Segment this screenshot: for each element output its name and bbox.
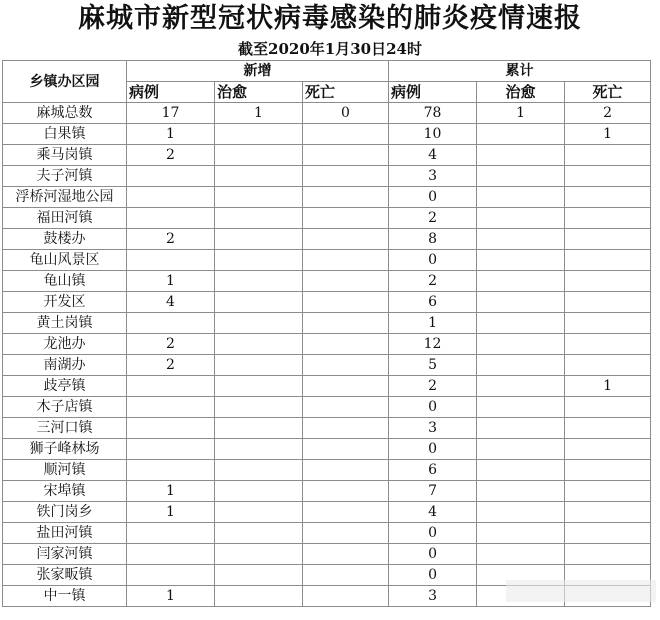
new-cured-cell <box>215 481 303 502</box>
new-cases-cell <box>127 439 215 460</box>
table-row <box>3 502 651 523</box>
new-deaths-cell <box>303 124 389 145</box>
new-cases-cell <box>127 313 215 334</box>
district-name: 龙池办 <box>3 334 127 355</box>
cum-cases-cell: 78 <box>389 103 477 124</box>
cum-cases-cell: 0 <box>389 523 477 544</box>
cum-deaths-cell <box>565 229 651 250</box>
district-name: 白果镇 <box>3 124 127 145</box>
new-cases-cell: 1 <box>127 586 215 607</box>
new-cured-cell <box>215 145 303 166</box>
table-row <box>3 460 651 481</box>
new-cured-cell <box>215 565 303 586</box>
new-cured-cell <box>215 544 303 565</box>
new-cases-header: 病例 <box>127 82 215 103</box>
new-deaths-cell <box>303 187 389 208</box>
new-cases-cell <box>127 166 215 187</box>
district-name: 顺河镇 <box>3 460 127 481</box>
district-name: 铁门岗乡 <box>3 502 127 523</box>
new-deaths-cell <box>303 313 389 334</box>
cum-deaths-cell <box>565 439 651 460</box>
district-name: 龟山风景区 <box>3 250 127 271</box>
new-deaths-header: 死亡 <box>303 82 389 103</box>
new-cases-cell: 17 <box>127 103 215 124</box>
district-name: 开发区 <box>3 292 127 313</box>
cum-cured-cell <box>477 208 565 229</box>
cum-deaths-cell <box>565 271 651 292</box>
table-row <box>3 124 651 145</box>
header-row-main <box>3 61 651 82</box>
cum-cured-cell <box>477 271 565 292</box>
cum-cured-cell <box>477 313 565 334</box>
new-cases-cell <box>127 208 215 229</box>
cum-deaths-cell <box>565 397 651 418</box>
new-cured-cell <box>215 250 303 271</box>
cum-deaths-cell <box>565 460 651 481</box>
cum-cured-cell <box>477 166 565 187</box>
table-row <box>3 313 651 334</box>
cum-cases-cell: 0 <box>389 544 477 565</box>
cum-cases-cell: 2 <box>389 376 477 397</box>
new-cases-cell: 1 <box>127 124 215 145</box>
report-subtitle: 截至2020年1月30日24时 <box>238 40 422 58</box>
district-name: 南湖办 <box>3 355 127 376</box>
table-row <box>3 103 651 124</box>
district-name: 龟山镇 <box>3 271 127 292</box>
new-cured-cell: 1 <box>215 103 303 124</box>
cum-cases-cell: 1 <box>389 313 477 334</box>
cum-deaths-cell: 2 <box>565 103 651 124</box>
new-cured-cell <box>215 502 303 523</box>
cum-deaths-cell <box>565 208 651 229</box>
table-row <box>3 376 651 397</box>
cum-cured-cell <box>477 334 565 355</box>
district-name: 闫家河镇 <box>3 544 127 565</box>
new-deaths-cell <box>303 334 389 355</box>
cum-deaths-cell <box>565 334 651 355</box>
new-cured-cell <box>215 334 303 355</box>
new-cases-cell <box>127 565 215 586</box>
new-deaths-cell <box>303 250 389 271</box>
cum-deaths-cell <box>565 250 651 271</box>
new-cured-cell <box>215 439 303 460</box>
new-deaths-cell <box>303 208 389 229</box>
cum-deaths-cell <box>565 187 651 208</box>
cum-cases-cell: 0 <box>389 439 477 460</box>
new-deaths-cell <box>303 145 389 166</box>
new-cases-cell: 2 <box>127 145 215 166</box>
district-name: 木子店镇 <box>3 397 127 418</box>
new-cases-cell: 1 <box>127 271 215 292</box>
district-name: 夫子河镇 <box>3 166 127 187</box>
table-row <box>3 145 651 166</box>
new-cases-cell: 2 <box>127 229 215 250</box>
new-deaths-cell <box>303 229 389 250</box>
new-cases-cell: 4 <box>127 292 215 313</box>
new-deaths-cell <box>303 355 389 376</box>
cum-cases-cell: 6 <box>389 292 477 313</box>
new-cases-cell <box>127 397 215 418</box>
watermark-overlay <box>506 580 656 602</box>
cum-cases-cell: 6 <box>389 460 477 481</box>
table-row <box>3 544 651 565</box>
cum-cured-cell <box>477 145 565 166</box>
new-header: 新增 <box>127 61 389 82</box>
district-name: 张家畈镇 <box>3 565 127 586</box>
table-row <box>3 292 651 313</box>
cum-cured-cell <box>477 124 565 145</box>
table-row <box>3 523 651 544</box>
district-name: 乘马岗镇 <box>3 145 127 166</box>
cum-cases-cell: 3 <box>389 166 477 187</box>
cum-cured-cell: 1 <box>477 103 565 124</box>
district-name: 盐田河镇 <box>3 523 127 544</box>
new-deaths-cell <box>303 166 389 187</box>
table-body <box>3 103 651 607</box>
cum-deaths-header: 死亡 <box>565 82 651 103</box>
cum-cases-cell: 5 <box>389 355 477 376</box>
cum-cured-cell <box>477 481 565 502</box>
new-deaths-cell <box>303 439 389 460</box>
new-cases-cell: 2 <box>127 334 215 355</box>
new-cured-cell <box>215 376 303 397</box>
cum-cases-header: 病例 <box>389 82 477 103</box>
new-cases-cell <box>127 418 215 439</box>
cum-cases-cell: 2 <box>389 208 477 229</box>
cum-cured-header: 治愈 <box>477 82 565 103</box>
table-row <box>3 208 651 229</box>
cum-cases-cell: 0 <box>389 565 477 586</box>
new-cases-cell <box>127 376 215 397</box>
cum-cases-cell: 3 <box>389 586 477 607</box>
new-cured-cell <box>215 124 303 145</box>
new-cured-cell <box>215 187 303 208</box>
district-name: 福田河镇 <box>3 208 127 229</box>
new-cases-cell <box>127 250 215 271</box>
district-name: 黄土岗镇 <box>3 313 127 334</box>
cum-deaths-cell <box>565 166 651 187</box>
cum-cured-cell <box>477 355 565 376</box>
table-row <box>3 250 651 271</box>
cum-cured-cell <box>477 523 565 544</box>
new-deaths-cell <box>303 565 389 586</box>
cum-deaths-cell <box>565 544 651 565</box>
new-cases-cell: 1 <box>127 481 215 502</box>
cum-cases-cell: 10 <box>389 124 477 145</box>
cum-deaths-cell <box>565 145 651 166</box>
cum-cured-cell <box>477 418 565 439</box>
cum-cases-cell: 12 <box>389 334 477 355</box>
cum-cases-cell: 4 <box>389 145 477 166</box>
new-deaths-cell <box>303 523 389 544</box>
new-deaths-cell <box>303 460 389 481</box>
cum-cases-cell: 0 <box>389 250 477 271</box>
cum-cured-cell <box>477 502 565 523</box>
new-cured-cell <box>215 229 303 250</box>
table-row <box>3 271 651 292</box>
district-name: 中一镇 <box>3 586 127 607</box>
district-name: 狮子峰林场 <box>3 439 127 460</box>
district-header: 乡镇办区园 <box>3 61 127 103</box>
district-name: 宋埠镇 <box>3 481 127 502</box>
new-deaths-cell <box>303 418 389 439</box>
new-cases-cell: 2 <box>127 355 215 376</box>
cum-deaths-cell <box>565 418 651 439</box>
cum-cases-cell: 0 <box>389 397 477 418</box>
new-cured-cell <box>215 208 303 229</box>
cum-deaths-cell: 1 <box>565 376 651 397</box>
new-cured-cell <box>215 586 303 607</box>
cum-deaths-cell <box>565 292 651 313</box>
new-deaths-cell <box>303 502 389 523</box>
cum-cases-cell: 8 <box>389 229 477 250</box>
table-row <box>3 481 651 502</box>
new-deaths-cell <box>303 544 389 565</box>
new-deaths-cell <box>303 586 389 607</box>
cum-cured-cell <box>477 376 565 397</box>
cum-cured-cell <box>477 292 565 313</box>
cum-cases-cell: 0 <box>389 187 477 208</box>
district-name: 歧亭镇 <box>3 376 127 397</box>
district-name: 三河口镇 <box>3 418 127 439</box>
new-cases-cell <box>127 544 215 565</box>
new-cured-cell <box>215 523 303 544</box>
cum-cases-cell: 2 <box>389 271 477 292</box>
report-title: 麻城市新型冠状病毒感染的肺炎疫情速报 <box>78 3 582 34</box>
cum-deaths-cell <box>565 313 651 334</box>
new-cured-cell <box>215 271 303 292</box>
new-cases-cell: 1 <box>127 502 215 523</box>
new-deaths-cell <box>303 397 389 418</box>
table-row <box>3 166 651 187</box>
cum-cured-cell <box>477 229 565 250</box>
cumulative-header: 累计 <box>389 61 651 82</box>
new-cured-cell <box>215 418 303 439</box>
district-name: 麻城总数 <box>3 103 127 124</box>
cum-deaths-cell <box>565 355 651 376</box>
cum-cured-cell <box>477 187 565 208</box>
new-cured-cell <box>215 397 303 418</box>
cum-cured-cell <box>477 397 565 418</box>
cum-cases-cell: 3 <box>389 418 477 439</box>
table-row <box>3 397 651 418</box>
cum-deaths-cell <box>565 481 651 502</box>
cum-deaths-cell <box>565 523 651 544</box>
new-deaths-cell: 0 <box>303 103 389 124</box>
new-cured-header: 治愈 <box>215 82 303 103</box>
cum-deaths-cell: 1 <box>565 124 651 145</box>
cum-cured-cell <box>477 250 565 271</box>
district-name: 鼓楼办 <box>3 229 127 250</box>
new-cured-cell <box>215 292 303 313</box>
new-cases-cell <box>127 460 215 481</box>
district-name: 浮桥河湿地公园 <box>3 187 127 208</box>
epidemic-table <box>2 60 651 607</box>
new-cured-cell <box>215 460 303 481</box>
table-row <box>3 439 651 460</box>
new-cured-cell <box>215 355 303 376</box>
table-row <box>3 355 651 376</box>
table-row <box>3 418 651 439</box>
table-row <box>3 334 651 355</box>
cum-cured-cell <box>477 460 565 481</box>
cum-deaths-cell <box>565 502 651 523</box>
table-row <box>3 187 651 208</box>
cum-cured-cell <box>477 544 565 565</box>
new-cases-cell <box>127 187 215 208</box>
new-deaths-cell <box>303 292 389 313</box>
new-cured-cell <box>215 313 303 334</box>
new-cured-cell <box>215 166 303 187</box>
new-deaths-cell <box>303 376 389 397</box>
cum-cases-cell: 4 <box>389 502 477 523</box>
cum-cases-cell: 7 <box>389 481 477 502</box>
cum-cured-cell <box>477 439 565 460</box>
new-cases-cell <box>127 523 215 544</box>
new-deaths-cell <box>303 271 389 292</box>
new-deaths-cell <box>303 481 389 502</box>
table-row <box>3 229 651 250</box>
